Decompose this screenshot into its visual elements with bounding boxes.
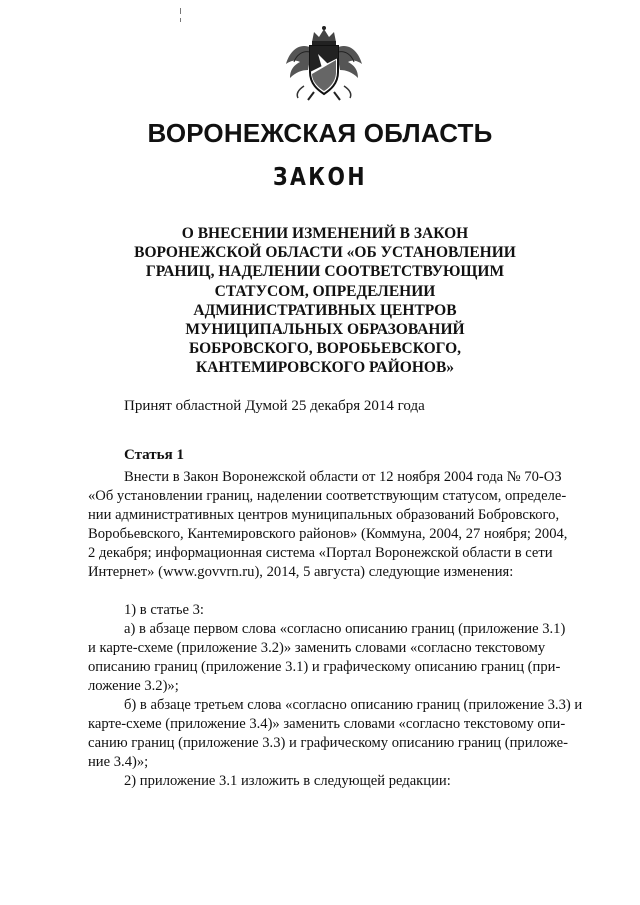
scan-speck xyxy=(180,18,181,22)
article-heading: Статья 1 xyxy=(124,447,184,463)
body-line: Внести в Закон Воронежской области от 12 ноября 2004 года № 70-ОЗ xyxy=(124,469,562,485)
body-line: «Об установлении границ, наделении соответствующим статусом, определе- xyxy=(88,488,567,504)
title-line: ГРАНИЦ, НАДЕЛЕНИИ СООТВЕТСТВУЮЩИМ xyxy=(145,263,505,281)
title-line: АДМИНИСТРАТИВНЫХ ЦЕНТРОВ xyxy=(193,301,457,319)
body-line: карте-схеме (приложение 3.4)» заменить словами «согласно текстовому опи- xyxy=(88,716,566,732)
blank-line xyxy=(88,582,598,601)
title-line: БОБРОВСКОГО, ВОРОБЬЕВСКОГО, xyxy=(188,340,462,358)
body-line: и карте-схеме (приложение 3.2)» заменить словами «согласно текстовому xyxy=(88,640,546,656)
body-line: а) в абзаце первом слова «согласно описанию границ (приложение 3.1) xyxy=(124,621,566,637)
title-line: МУНИЦИПАЛЬНЫХ ОБРАЗОВАНИЙ xyxy=(185,321,465,339)
title-line: КАНТЕМИРОВСКОГО РАЙОНОВ» xyxy=(195,359,455,377)
law-title xyxy=(100,224,550,378)
body-line: б) в абзаце третьем слова «согласно описанию границ (приложение 3.3) и xyxy=(124,697,583,713)
body-line: Воробьевского, Кантемировского районов» (Коммуна, 2004, 27 ноября; 2004, xyxy=(88,526,568,542)
scan-speck xyxy=(180,8,181,14)
body-line: 2 декабря; информационная система «Портал Воронежской области в сети xyxy=(88,545,553,561)
law-heading: ЗАКОН xyxy=(272,162,368,191)
region-heading: ВОРОНЕЖСКАЯ ОБЛАСТЬ xyxy=(147,118,493,148)
coat-of-arms-icon xyxy=(282,24,366,102)
article-body xyxy=(88,468,598,791)
title-line: О ВНЕСЕНИИ ИЗМЕНЕНИЙ В ЗАКОН xyxy=(181,225,469,242)
adoption-note: Принят областной Думой 25 декабря 2014 года xyxy=(124,398,425,414)
body-line: санию границ (приложение 3.3) и графическому описанию границ (приложе- xyxy=(88,735,568,751)
body-line: 2) приложение 3.1 изложить в следующей редакции: xyxy=(124,773,451,789)
body-line: описанию границ (приложение 3.1) и графическому описанию границ (при- xyxy=(88,659,561,675)
body-line: Интернет» (www.govvrn.ru), 2014, 5 августа) следующие изменения: xyxy=(88,564,514,580)
body-line: ложение 3.2)»; xyxy=(88,678,179,694)
title-line: СТАТУСОМ, ОПРЕДЕЛЕНИИ xyxy=(214,282,436,300)
body-line: 1) в статье 3: xyxy=(124,602,204,618)
body-line: нии административных центров муниципальных образований Бобровского, xyxy=(88,507,560,523)
body-line: ние 3.4)»; xyxy=(88,754,149,770)
title-line: ВОРОНЕЖСКОЙ ОБЛАСТИ «ОБ УСТАНОВЛЕНИИ xyxy=(134,244,516,262)
